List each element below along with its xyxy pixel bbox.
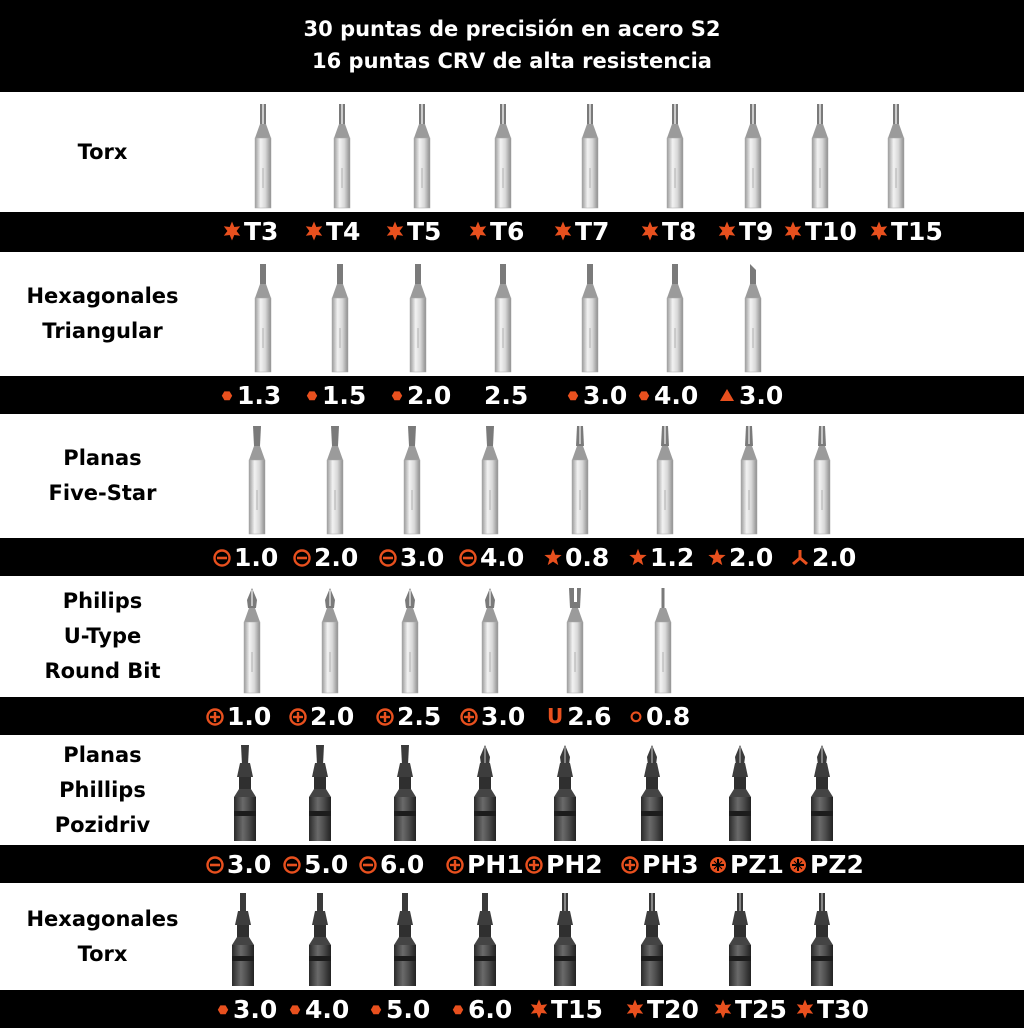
category-label — [0, 414, 205, 538]
size-label-row — [0, 697, 1024, 735]
hex-icon — [565, 385, 581, 405]
hex-icon — [636, 385, 652, 405]
category-label — [0, 92, 205, 212]
size-label-row — [0, 376, 1024, 414]
size-text: 0.8 — [565, 542, 610, 572]
slot-icon — [378, 547, 398, 567]
bit-5-6 — [632, 739, 672, 845]
bit-6-8 — [802, 887, 842, 990]
bit-1-9 — [876, 96, 916, 212]
star6-icon — [869, 221, 889, 241]
bit-3-2 — [315, 418, 355, 538]
pozi-icon — [788, 854, 808, 874]
section-2 — [0, 252, 1024, 414]
ring-icon — [628, 706, 644, 726]
bit-6-1 — [223, 887, 263, 990]
size-label — [783, 212, 857, 250]
size-label — [385, 212, 441, 250]
bit-photo-row — [0, 883, 1024, 990]
size-text: PZ2 — [810, 849, 864, 879]
size-text: PH2 — [546, 849, 603, 879]
bit-4-1 — [232, 580, 272, 697]
bit-5-7 — [720, 739, 760, 845]
star5-icon — [543, 547, 563, 567]
size-label — [625, 990, 699, 1028]
size-text: 0.8 — [646, 701, 691, 731]
size-label — [375, 697, 441, 735]
bit-photo-row — [0, 576, 1024, 697]
size-text: T8 — [662, 216, 697, 246]
size-label — [287, 990, 349, 1028]
size-text: 1.5 — [322, 380, 367, 410]
bit-3-6 — [645, 418, 685, 538]
bit-2-5 — [570, 256, 610, 376]
bit-4-2 — [310, 580, 350, 697]
star6-icon — [717, 221, 737, 241]
bit-4-4 — [470, 580, 510, 697]
size-text: 1.2 — [650, 542, 695, 572]
size-label — [717, 376, 783, 414]
category-line: Hexagonales — [26, 284, 179, 308]
yshape-icon — [790, 547, 810, 567]
size-label — [529, 990, 603, 1028]
star6-icon — [529, 999, 549, 1019]
slot-icon — [282, 854, 302, 874]
star5-icon — [628, 547, 648, 567]
size-label — [636, 376, 698, 414]
category-line: Round Bit — [44, 659, 161, 683]
size-label — [205, 845, 271, 883]
size-text: 3.0 — [481, 701, 526, 731]
bit-6-5 — [545, 887, 585, 990]
star6-icon — [783, 221, 803, 241]
size-label — [620, 845, 699, 883]
size-label — [790, 538, 856, 576]
category-line: Triangular — [42, 319, 163, 343]
size-text: 2.5 — [484, 380, 529, 410]
size-label — [368, 990, 430, 1028]
size-text: T15 — [551, 994, 603, 1024]
bit-6-4 — [465, 887, 505, 990]
slot-icon — [292, 547, 312, 567]
star6-icon — [625, 999, 645, 1019]
size-text: T3 — [244, 216, 279, 246]
size-label — [707, 538, 773, 576]
bit-1-2 — [322, 96, 362, 212]
bit-3-5 — [560, 418, 600, 538]
bit-1-5 — [570, 96, 610, 212]
size-text: 3.0 — [233, 994, 278, 1024]
bit-3-1 — [237, 418, 277, 538]
bit-3-3 — [392, 418, 432, 538]
size-label — [292, 538, 358, 576]
bit-5-4 — [465, 739, 505, 845]
size-text: T30 — [817, 994, 869, 1024]
size-text: 2.0 — [314, 542, 359, 572]
size-text: 3.0 — [227, 849, 272, 879]
size-text: T15 — [891, 216, 943, 246]
hex-icon — [215, 999, 231, 1019]
cross-icon — [524, 854, 544, 874]
size-label — [524, 845, 603, 883]
size-label-row — [0, 538, 1024, 576]
star6-icon — [640, 221, 660, 241]
size-text: 1.0 — [227, 701, 272, 731]
slot-icon — [358, 854, 378, 874]
bit-6-2 — [300, 887, 340, 990]
hex-icon — [368, 999, 384, 1019]
size-text: 4.0 — [654, 380, 699, 410]
cross-icon — [205, 706, 225, 726]
bit-3-4 — [470, 418, 510, 538]
size-text: 3.0 — [739, 380, 784, 410]
bit-4-6 — [643, 580, 683, 697]
size-text: 5.0 — [386, 994, 431, 1024]
slot-icon — [205, 854, 225, 874]
size-label — [304, 212, 360, 250]
category-label — [0, 883, 205, 990]
bit-5-5 — [545, 739, 585, 845]
size-text: T25 — [735, 994, 787, 1024]
hex-icon — [219, 385, 235, 405]
bit-5-8 — [802, 739, 842, 845]
u-type-icon: U — [547, 704, 564, 728]
size-text: T5 — [407, 216, 442, 246]
bit-photo-row — [0, 252, 1024, 376]
star6-icon — [553, 221, 573, 241]
bit-1-8 — [800, 96, 840, 212]
size-label — [288, 697, 354, 735]
star6-icon — [713, 999, 733, 1019]
size-text: 6.0 — [468, 994, 513, 1024]
size-label — [458, 538, 524, 576]
bit-2-1 — [243, 256, 283, 376]
size-text: 2.5 — [397, 701, 442, 731]
size-label — [282, 845, 348, 883]
size-text: T6 — [490, 216, 525, 246]
size-text: 6.0 — [380, 849, 425, 879]
size-label — [717, 212, 773, 250]
category-line: Torx — [77, 941, 128, 966]
bit-2-2 — [320, 256, 360, 376]
star6-icon — [385, 221, 405, 241]
bit-6-7 — [720, 887, 760, 990]
bit-5-1 — [225, 739, 265, 845]
size-label — [445, 845, 524, 883]
size-label — [640, 212, 696, 250]
size-label — [708, 845, 784, 883]
slot-icon — [458, 547, 478, 567]
header — [0, 0, 1024, 92]
header-line-1: 30 puntas de precisión en acero S2 — [303, 17, 721, 41]
bit-5-3 — [385, 739, 425, 845]
slot-icon — [212, 547, 232, 567]
bit-3-7 — [729, 418, 769, 538]
star6-icon — [468, 221, 488, 241]
size-text: 2.0 — [310, 701, 355, 731]
category-line: Torx — [77, 139, 128, 164]
cross-icon — [459, 706, 479, 726]
size-text: T9 — [739, 216, 774, 246]
size-label — [378, 538, 444, 576]
cross-icon — [445, 854, 465, 874]
bit-4-3 — [390, 580, 430, 697]
size-label — [358, 845, 424, 883]
category-line: Phillips — [59, 777, 146, 802]
size-label — [450, 990, 512, 1028]
size-text: 5.0 — [304, 849, 349, 879]
size-label — [795, 990, 869, 1028]
size-label — [212, 538, 278, 576]
size-label-row — [0, 990, 1024, 1028]
size-label — [565, 376, 627, 414]
size-label — [459, 697, 525, 735]
bit-1-6 — [655, 96, 695, 212]
category-line: U-Type — [63, 624, 142, 648]
cross-icon — [288, 706, 308, 726]
category-line: Five-Star — [48, 481, 157, 505]
section-4 — [0, 576, 1024, 735]
star6-icon — [795, 999, 815, 1019]
size-text: 1.3 — [237, 380, 282, 410]
size-label-row — [0, 212, 1024, 250]
size-label-row — [0, 845, 1024, 883]
triangle-icon — [717, 385, 737, 405]
bit-1-1 — [243, 96, 283, 212]
bit-3-8 — [802, 418, 842, 538]
category-label — [0, 252, 205, 376]
category-label — [0, 576, 205, 697]
hex-icon — [304, 385, 320, 405]
size-label — [219, 376, 281, 414]
size-text: 2.0 — [729, 542, 774, 572]
size-label — [222, 212, 278, 250]
star6-icon — [222, 221, 242, 241]
size-text: T20 — [647, 994, 699, 1024]
size-text: PZ1 — [730, 849, 784, 879]
bit-photo-row — [0, 414, 1024, 538]
size-text: 2.6 — [567, 701, 612, 731]
bit-2-7 — [733, 256, 773, 376]
bit-4-5 — [555, 580, 595, 697]
bit-photo-row — [0, 735, 1024, 845]
size-label — [628, 697, 690, 735]
size-label — [389, 376, 451, 414]
size-label — [547, 697, 612, 735]
bit-6-3 — [385, 887, 425, 990]
star5-icon — [707, 547, 727, 567]
size-label — [484, 376, 528, 414]
size-text: T4 — [326, 216, 361, 246]
category-line: Planas — [63, 446, 142, 470]
size-text: 4.0 — [305, 994, 350, 1024]
section-1 — [0, 92, 1024, 250]
size-text: 2.0 — [407, 380, 452, 410]
size-label — [628, 538, 694, 576]
bit-1-3 — [402, 96, 442, 212]
size-text: T10 — [805, 216, 857, 246]
category-line: Philips — [62, 589, 143, 613]
size-label — [553, 212, 609, 250]
category-line: Hexagonales — [26, 906, 179, 931]
size-text: 3.0 — [400, 542, 445, 572]
size-label — [788, 845, 864, 883]
bit-2-4 — [483, 256, 523, 376]
bit-5-2 — [300, 739, 340, 845]
size-label — [543, 538, 609, 576]
bit-2-3 — [398, 256, 438, 376]
size-label — [215, 990, 277, 1028]
size-label — [205, 697, 271, 735]
hex-icon — [450, 999, 466, 1019]
size-label — [869, 212, 943, 250]
bit-photo-row — [0, 92, 1024, 212]
section-3 — [0, 414, 1024, 576]
size-text: PH3 — [642, 849, 699, 879]
hex-icon — [287, 999, 303, 1019]
hex-icon — [389, 385, 405, 405]
size-label — [304, 376, 366, 414]
size-label — [713, 990, 787, 1028]
size-text: 3.0 — [583, 380, 628, 410]
size-text: 2.0 — [812, 542, 857, 572]
header-line-2: 16 puntas CRV de alta resistencia — [312, 49, 712, 73]
size-text: 4.0 — [480, 542, 525, 572]
bit-2-6 — [655, 256, 695, 376]
section-6 — [0, 883, 1024, 1028]
size-text: T7 — [575, 216, 610, 246]
cross-icon — [375, 706, 395, 726]
size-text: PH1 — [467, 849, 524, 879]
section-5 — [0, 735, 1024, 883]
category-label — [0, 735, 205, 845]
size-label — [468, 212, 524, 250]
bit-1-4 — [483, 96, 523, 212]
category-line: Planas — [63, 742, 142, 767]
size-text: 1.0 — [234, 542, 279, 572]
cross-icon — [620, 854, 640, 874]
star6-icon — [304, 221, 324, 241]
pozi-icon — [708, 854, 728, 874]
category-line: Pozidriv — [54, 812, 151, 837]
bit-6-6 — [632, 887, 672, 990]
bit-1-7 — [733, 96, 773, 212]
